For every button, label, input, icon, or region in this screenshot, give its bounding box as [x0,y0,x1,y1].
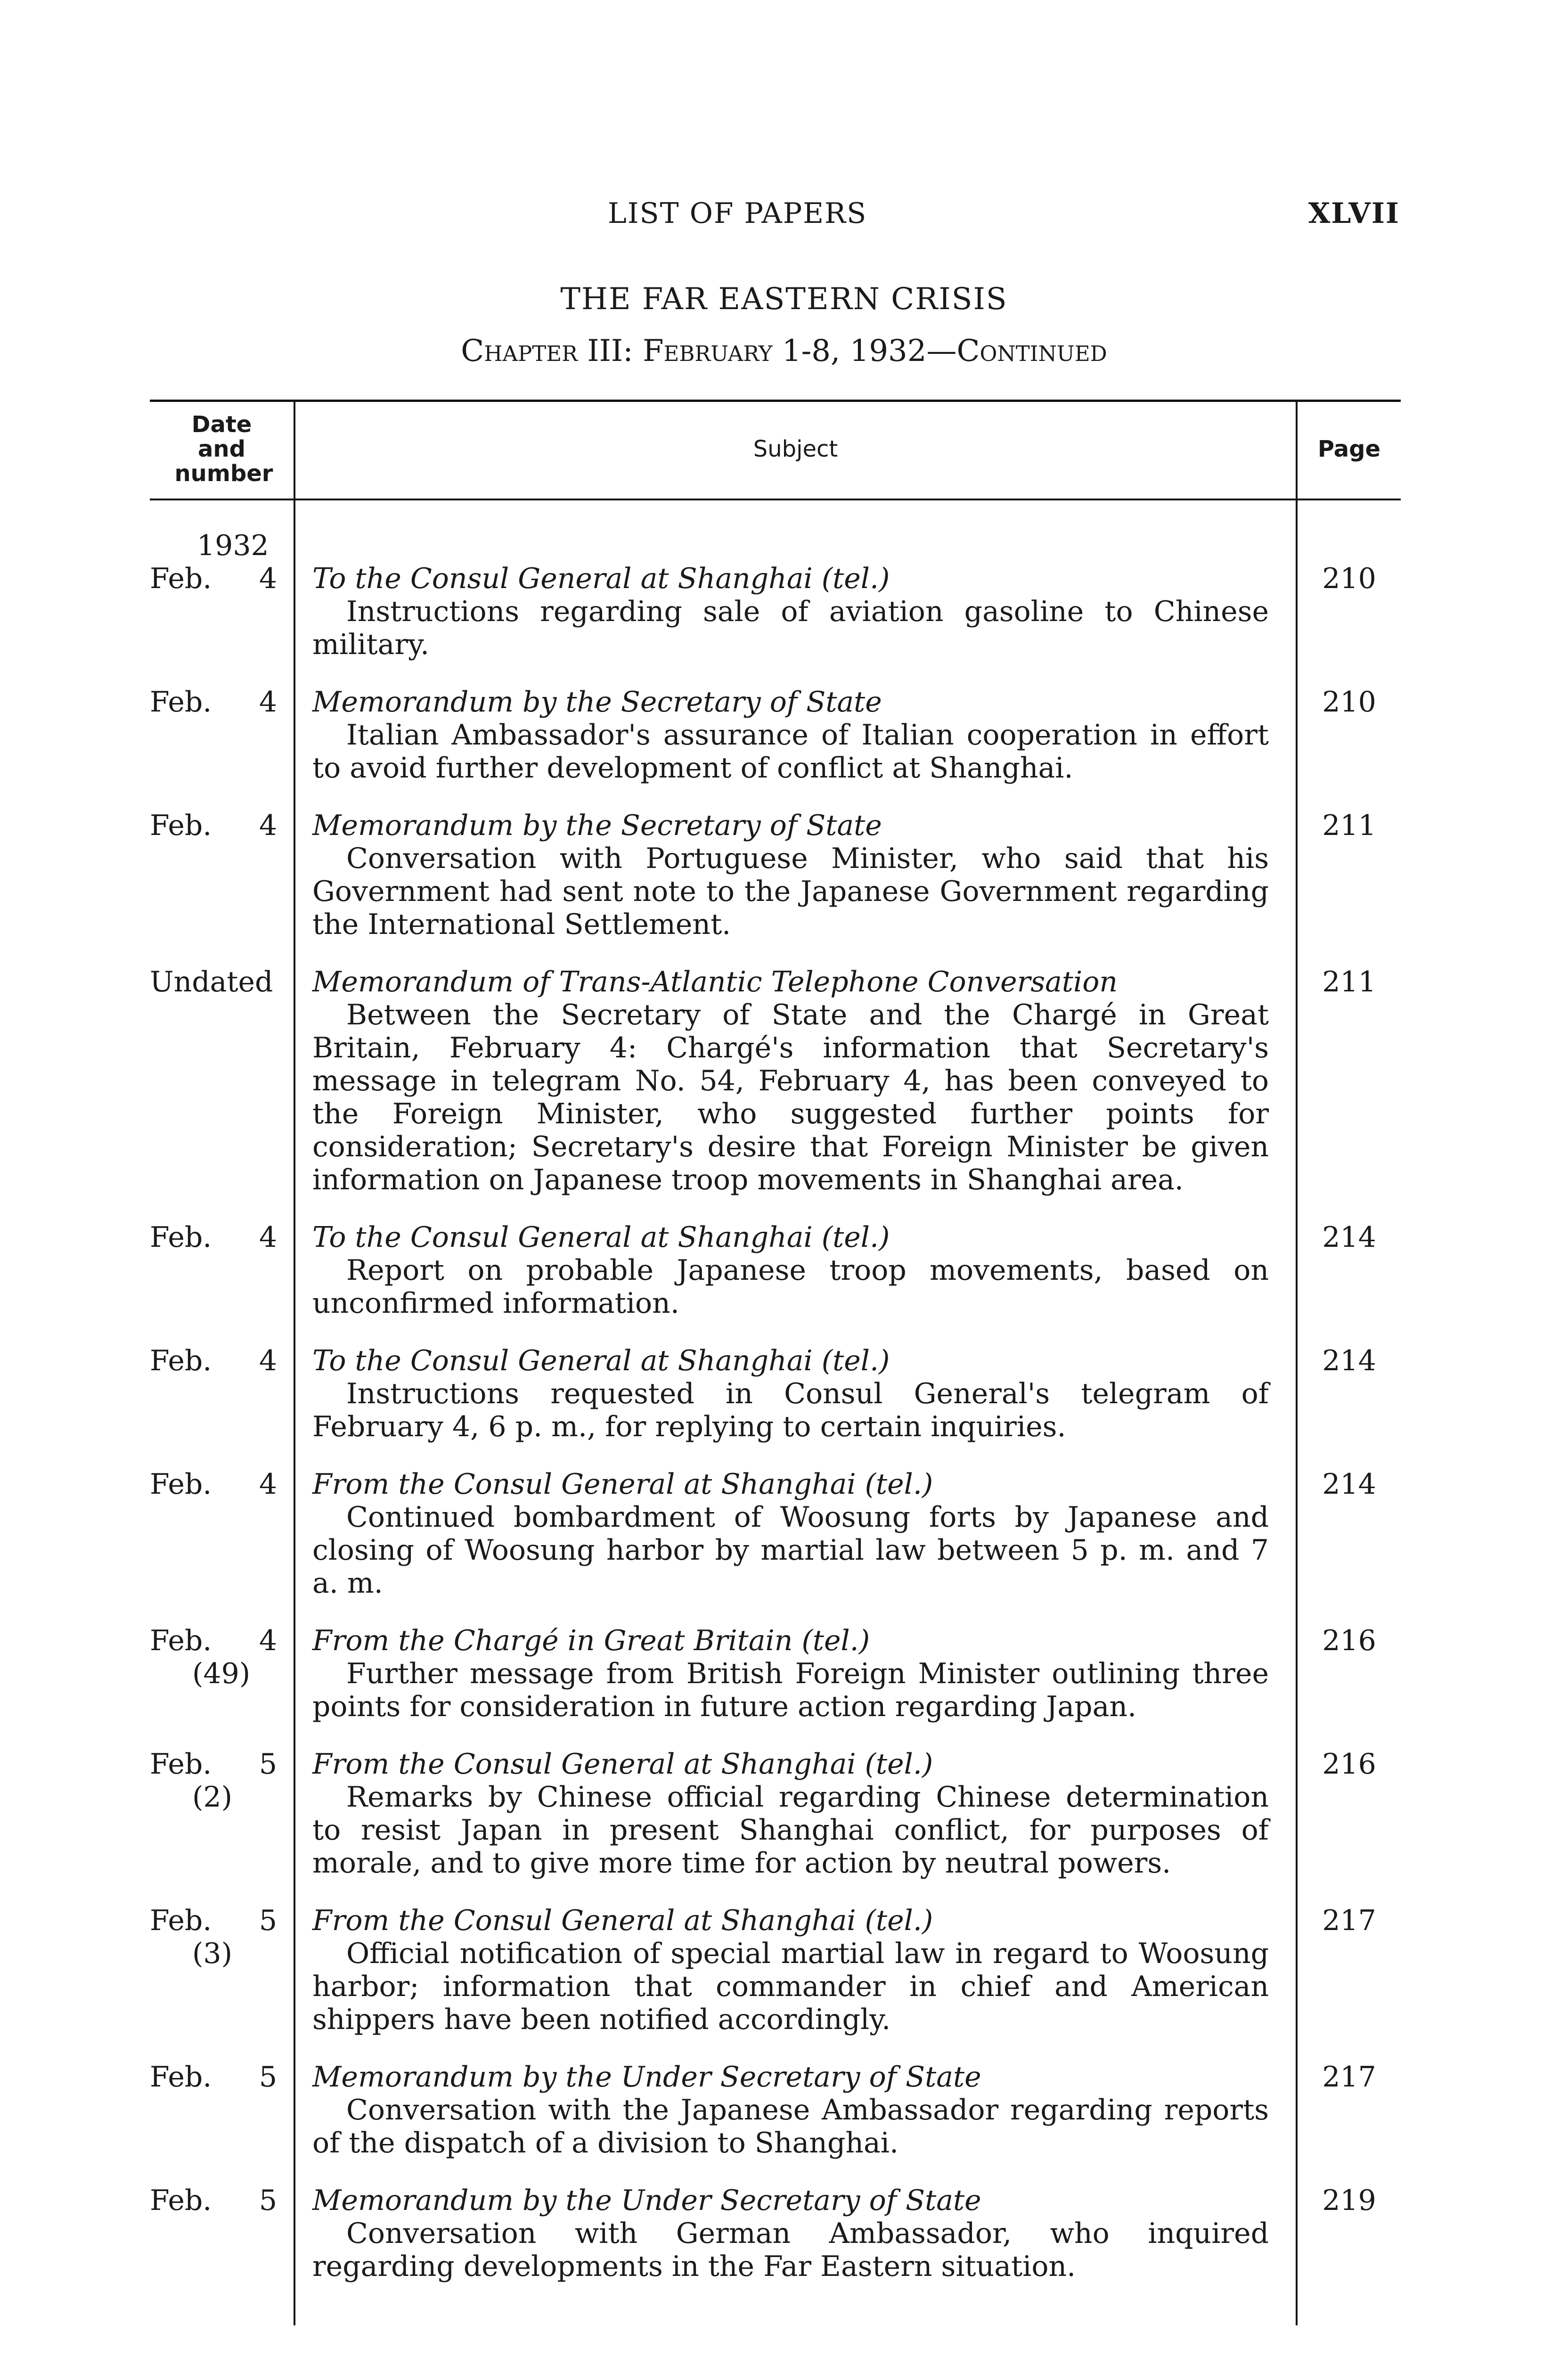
table-header-rule [150,499,1401,500]
entry-number: (3) [192,1937,232,1970]
entry-month: Feb. [150,2061,212,2094]
entries-list [150,562,1401,2307]
entry-subject [312,1221,1269,1320]
entry-summary: Remarks by Chinese official regarding Chinese determination to resist Japan in present Shanghai conflict, for purposes of morale, and to give more time for action by neutral powers. [312,1781,1269,1880]
entry-heading: Memorandum of Trans-Atlantic Telephone Conversation [312,965,1118,998]
entry-month: Feb. [150,562,212,595]
entry-subject [312,965,1269,1196]
entry-heading: From the Consul General at Shanghai (tel.) [312,1468,933,1501]
table-row [150,1344,1401,1443]
entry-day: 4 [259,1344,277,1377]
column-header-subject [295,400,1296,499]
entry-day: 4 [259,562,277,595]
entry-page-number: 216 [1322,1748,1376,1781]
entry-heading: From the Consul General at Shanghai (tel.) [312,1748,933,1781]
entry-subject [312,1624,1269,1723]
entry-day: 4 [259,1221,277,1254]
entry-summary: Instructions regarding sale of aviation gasoline to Chinese military. [312,595,1269,661]
entry-heading: To the Consul General at Shanghai (tel.) [312,1221,890,1254]
entry-day: 4 [259,686,277,719]
entry-subject [312,2061,1269,2160]
entry-heading: To the Consul General at Shanghai (tel.) [312,562,890,595]
entry-day: 5 [259,1904,277,1937]
entry-summary: Conversation with the Japanese Ambassador regarding reports of the dispatch of a division to Shanghai. [312,2094,1269,2160]
table-row [150,1221,1401,1320]
entry-page-number: 214 [1322,1468,1376,1501]
entry-heading: To the Consul General at Shanghai (tel.) [312,1344,890,1377]
entry-month: Feb. [150,1468,212,1501]
column-header-subject-label: Subject [753,436,838,462]
entry-month: Feb. [150,1904,212,1937]
column-header-page-label: Page [1317,436,1381,462]
table-row [150,1468,1401,1600]
entry-heading: Memorandum by the Under Secretary of State [312,2061,981,2094]
entry-day: 5 [259,2184,277,2217]
entry-summary: Official notification of special martial law in regard to Woosung harbor; information that commander in chief and American shippers have been notified accordingly. [312,1937,1269,2036]
chapter-line: Chapter III: February 1-8, 1932—Continued [461,334,1107,368]
entry-number: (49) [192,1657,251,1690]
entry-subject [312,2184,1269,2283]
entry-day: 4 [259,1624,277,1657]
entry-subject [312,1904,1269,2036]
entry-page-number: 210 [1322,562,1376,595]
column-header-date [150,400,294,499]
column-header-page [1298,400,1401,499]
table-row [150,2061,1401,2160]
entry-page-number: 214 [1322,1344,1376,1377]
entry-summary: Conversation with Portuguese Minister, who said that his Government had sent note to the Japanese Government regarding the International Settlement. [312,842,1269,941]
entry-subject [312,809,1269,941]
entry-month: Feb. [150,2184,212,2217]
entry-day: 5 [259,2061,277,2094]
entry-page-number: 214 [1322,1221,1376,1254]
entry-subject [312,686,1269,785]
entry-heading: Memorandum by the Under Secretary of State [312,2184,981,2217]
entry-page-number: 210 [1322,686,1376,719]
table-row [150,562,1401,661]
entry-page-number: 217 [1322,2061,1376,2094]
table-row [150,809,1401,941]
running-head [0,197,1568,239]
running-title: LIST OF PAPERS [608,197,867,230]
entry-page-number: 211 [1322,809,1376,842]
entry-page-number: 211 [1322,965,1376,998]
page-folio: XLVII [1308,197,1400,230]
entry-summary: Report on probable Japanese troop movements, based on unconfirmed information. [312,1254,1269,1320]
entry-month: Feb. [150,1624,212,1657]
entry-page-number: 216 [1322,1624,1376,1657]
entry-month: Feb. [150,686,212,719]
table-row [150,2184,1401,2283]
entry-subject [312,1344,1269,1443]
entry-subject [312,1468,1269,1600]
entry-day: 4 [259,1468,277,1501]
entry-subject [312,562,1269,661]
entry-heading: Memorandum by the Secretary of State [312,809,882,842]
entry-heading: Memorandum by the Secretary of State [312,686,882,719]
entry-summary: Between the Secretary of State and the Chargé in Great Britain, February 4: Chargé's information that Secretary's message in telegram No. 54, February 4, has been conveyed to the Foreign Minister, who suggested further points for consideration; Secretary's desire that Foreign Minister be given information on Japanese troop movements in Shanghai area. [312,998,1269,1196]
year-label: 1932 [197,529,269,562]
table-row [150,1904,1401,2036]
entry-summary: Italian Ambassador's assurance of Italian cooperation in effort to avoid further development of conflict at Shanghai. [312,719,1269,785]
entry-number: (2) [192,1781,232,1814]
entry-date-text: Undated [150,965,273,998]
entry-summary: Instructions requested in Consul General's telegram of February 4, 6 p. m., for replying to certain inquiries. [312,1377,1269,1443]
table-row [150,965,1401,1196]
column-header-date-label: Date and number [174,411,273,487]
entry-heading: From the Consul General at Shanghai (tel.) [312,1904,933,1937]
papers-table [150,400,1401,2325]
entry-month: Feb. [150,1344,212,1377]
entry-summary: Further message from British Foreign Minister outlining three points for consideration in future action regarding Japan. [312,1657,1269,1723]
table-row [150,1748,1401,1880]
entry-page-number: 219 [1322,2184,1376,2217]
entry-month: Feb. [150,1748,212,1781]
entry-day: 4 [259,809,277,842]
entry-month: Feb. [150,1221,212,1254]
entry-subject [312,1748,1269,1880]
entry-heading: From the Chargé in Great Britain (tel.) [312,1624,870,1657]
section-title: THE FAR EASTERN CRISIS [560,282,1008,317]
entry-summary: Continued bombardment of Woosung forts by Japanese and closing of Woosung harbor by martial law between 5 p. m. and 7 a. m. [312,1501,1269,1600]
entry-page-number: 217 [1322,1904,1376,1937]
table-row [150,1624,1401,1723]
entry-day: 5 [259,1748,277,1781]
table-row [150,686,1401,785]
entry-summary: Conversation with German Ambassador, who inquired regarding developments in the Far Eastern situation. [312,2217,1269,2283]
entry-month: Feb. [150,809,212,842]
